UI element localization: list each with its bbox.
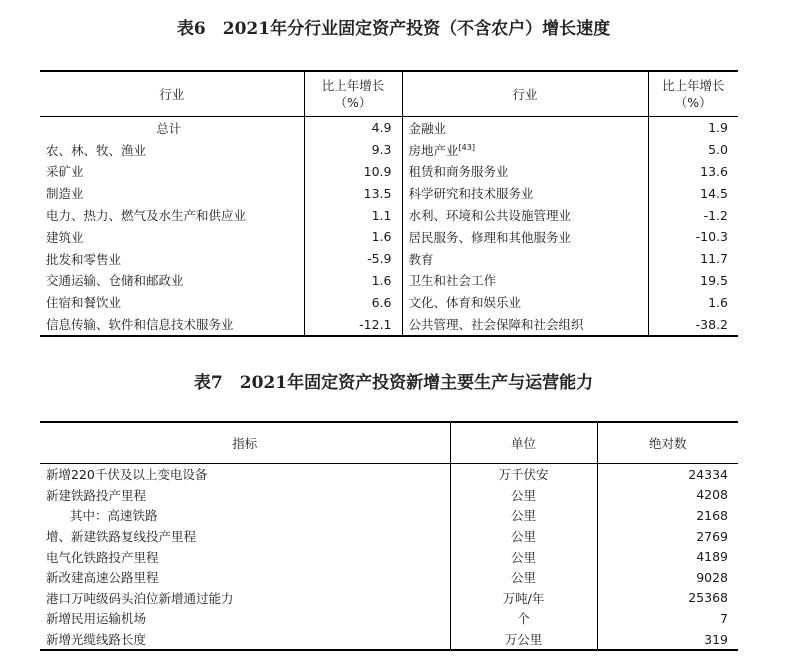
absolute-value: 4189 (696, 549, 728, 565)
indicator-name: 新增220千伏及以上变电设备 (40, 464, 450, 485)
table-row (40, 567, 738, 588)
industry-name: 采矿业 (40, 161, 304, 183)
absolute-value: 2769 (696, 528, 728, 544)
growth-value: 1.6 (304, 270, 402, 292)
table7-title: 表7 2021年固定资产投资新增主要生产与运营能力 (193, 373, 594, 393)
table-row (40, 464, 738, 485)
table-row (40, 608, 738, 629)
unit-cell: 万公里 (450, 629, 597, 651)
unit-cell: 万千伏安 (450, 464, 597, 485)
indicator-name: 新建铁路投产里程 (40, 485, 450, 506)
industry-name-text: 文化、体育和娱乐业 (408, 295, 522, 311)
growth-value: -5.9 (304, 248, 402, 270)
header-absolute: 绝对数 (597, 422, 738, 464)
header-growth-right (648, 71, 738, 117)
industry-name (402, 161, 648, 183)
industry-name: 批发和零售业 (40, 248, 304, 270)
industry-name (402, 313, 648, 336)
table-row (40, 588, 738, 609)
table-row (40, 546, 738, 567)
industry-name-text: 金融业 (408, 120, 447, 136)
industry-name: 交通运输、仓储和邮政业 (40, 270, 304, 292)
table6-header-row (40, 71, 738, 117)
growth-value: 11.7 (700, 251, 728, 267)
growth-value: 6.6 (304, 291, 402, 313)
growth-value: 10.9 (304, 161, 402, 183)
indicator-name: 新增光缆线路长度 (40, 629, 450, 651)
growth-value: 19.5 (700, 272, 728, 288)
table-row (40, 226, 738, 248)
growth-value: 13.6 (700, 163, 728, 179)
industry-growth-table (40, 70, 738, 337)
header-unit: 单位 (450, 422, 597, 464)
indicator-name: 新改建高速公路里程 (40, 567, 450, 588)
growth-value: -12.1 (304, 313, 402, 336)
industry-name (402, 270, 648, 292)
header-growth-left (304, 71, 402, 117)
industry-name: 电力、热力、燃气及水生产和供应业 (40, 204, 304, 226)
table-row (40, 139, 738, 161)
header-growth-label: 比上年增长 (321, 78, 385, 93)
unit-cell: 公里 (450, 567, 597, 588)
header-industry-right: 行业 (402, 71, 648, 117)
growth-value: 13.5 (304, 182, 402, 204)
table-row (40, 485, 738, 506)
table6-title: 表6 2021年分行业固定资产投资（不含农户）增长速度 (176, 19, 611, 39)
table-row (40, 291, 738, 313)
absolute-value: 7 (720, 610, 728, 626)
unit-cell: 万吨/年 (450, 588, 597, 609)
industry-name-text: 教育 (408, 251, 434, 267)
table7-header-row (40, 422, 738, 464)
absolute-value: 25368 (688, 590, 728, 606)
absolute-value: 24334 (688, 466, 728, 482)
growth-value: 1.1 (304, 204, 402, 226)
header-industry-left: 行业 (40, 71, 304, 117)
unit-cell: 公里 (450, 546, 597, 567)
table-row (40, 505, 738, 526)
growth-value: -38.2 (695, 316, 728, 332)
absolute-value: 2168 (696, 507, 728, 523)
industry-name: 农、林、牧、渔业 (40, 139, 304, 161)
table-row (40, 161, 738, 183)
industry-name-text: 卫生和社会工作 (408, 273, 497, 289)
header-growth-unit: （%） (674, 95, 712, 110)
industry-name: 住宿和餐饮业 (40, 291, 304, 313)
industry-name (402, 226, 648, 248)
table-row (40, 117, 738, 139)
industry-name (402, 291, 648, 313)
growth-value: 1.6 (304, 226, 402, 248)
table-row (40, 526, 738, 547)
absolute-value: 319 (704, 631, 728, 647)
unit-cell: 个 (450, 608, 597, 629)
indicator-name: 电气化铁路投产里程 (40, 546, 450, 567)
absolute-value: 9028 (696, 569, 728, 585)
growth-value: -1.2 (703, 207, 728, 223)
industry-name-text: 水利、环境和公共设施管理业 (408, 208, 572, 224)
industry-name-text: 公共管理、社会保障和社会组织 (408, 317, 584, 333)
growth-value: 1.9 (708, 120, 728, 136)
unit-cell: 公里 (450, 485, 597, 506)
unit-cell: 公里 (450, 526, 597, 547)
total-label: 总计 (40, 117, 304, 139)
growth-value: 5.0 (708, 142, 728, 158)
table-row (40, 629, 738, 651)
table-row (40, 182, 738, 204)
industry-name: 建筑业 (40, 226, 304, 248)
absolute-value: 4208 (696, 487, 728, 503)
indicator-name: 其中：高速铁路 (40, 505, 450, 526)
industry-name: 制造业 (40, 182, 304, 204)
industry-name-text: 科学研究和技术服务业 (408, 186, 534, 202)
header-growth-unit: （%） (334, 95, 372, 110)
growth-value: 4.9 (304, 117, 402, 139)
growth-value: 1.6 (708, 294, 728, 310)
header-indicator: 指标 (40, 422, 450, 464)
industry-name (402, 139, 648, 161)
table-row (40, 270, 738, 292)
industry-name (402, 182, 648, 204)
table-row (40, 204, 738, 226)
footnote-ref[interactable]: [43] (458, 142, 475, 152)
industry-name-text: 房地产业 (408, 142, 459, 158)
header-growth-label: 比上年增长 (661, 78, 725, 93)
industry-name-text: 租赁和商务服务业 (408, 164, 509, 180)
unit-cell: 公里 (450, 505, 597, 526)
indicator-name: 港口万吨级码头泊位新增通过能力 (40, 588, 450, 609)
industry-name-text: 居民服务、修理和其他服务业 (408, 229, 572, 245)
industry-name (402, 117, 648, 139)
new-capacity-table (40, 421, 738, 651)
growth-value: -10.3 (695, 229, 728, 245)
table-row (40, 313, 738, 336)
indicator-name: 新增民用运输机场 (40, 608, 450, 629)
indicator-name: 增、新建铁路复线投产里程 (40, 526, 450, 547)
industry-name (402, 248, 648, 270)
industry-name: 信息传输、软件和信息技术服务业 (40, 313, 304, 336)
growth-value: 9.3 (304, 139, 402, 161)
table-row (40, 248, 738, 270)
growth-value: 14.5 (700, 185, 728, 201)
industry-name (402, 204, 648, 226)
